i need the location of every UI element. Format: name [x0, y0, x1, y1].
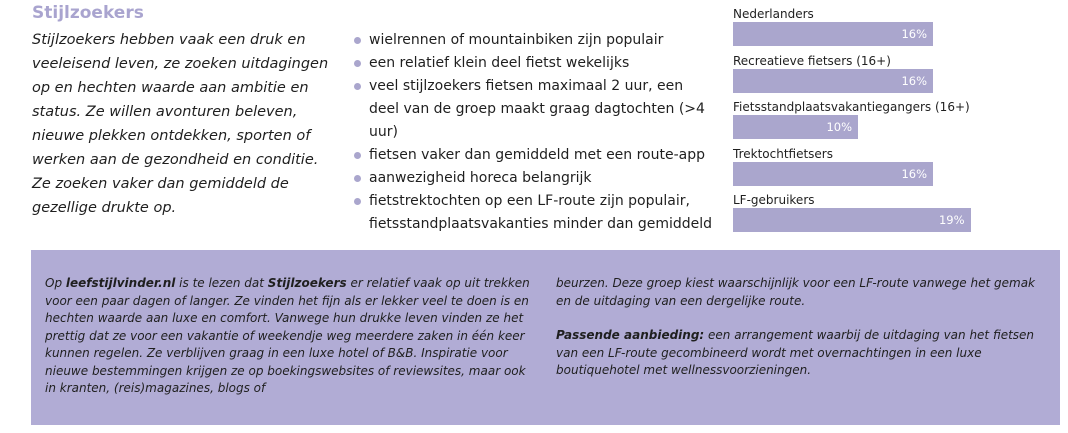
bar: 16%	[733, 22, 933, 46]
bar-chart	[733, 0, 1033, 240]
info-box	[31, 250, 1060, 425]
offer-label: Passende aanbieding:	[556, 328, 705, 342]
bar-category-label: Trektochtfietsers	[733, 146, 833, 161]
section-title: Stijlzoekers	[32, 3, 144, 23]
text-rest: er relatief vaak op uit trekken voor een paar dagen of langer. Ze vinden het fijn als er lekker veel te doen is en hechten waarde aan luxe en comfort. Vanwege hun drukke leven vinden ze het prettig dat ze voor een vakantie of weekendje weg meerdere zaken in één keer kunnen regelen. Ze verblijven graag in een luxe hotel of B&B. Inspiratie voor nieuwe bestemmingen krijgen ze op boekingswebsites of reviewsites, maar ook in kranten, (reis)magazines, blogs of	[45, 276, 530, 395]
bar: 16%	[733, 162, 933, 186]
group-name: Stijlzoekers	[267, 276, 347, 290]
list-item: aanwezigheid horeca belangrijk	[354, 167, 714, 190]
info-paragraph	[45, 275, 535, 398]
list-item: veel stijlzoekers fietsen maximaal 2 uur, een deel van de groep maakt graag dagtochten (>4 uur)	[354, 75, 714, 144]
feature-list	[354, 29, 714, 236]
intro-text: Stijlzoekers hebben vaak een druk en veeleisend leven, ze zoeken uitdagingen op en hechten waarde aan ambitie en status. Ze willen avonturen beleven, nieuwe plekken ontdekken, sporten of werken aan de gezondheid en conditie. Ze zoeken vaker dan gemiddeld de gezellige drukte op.	[32, 32, 329, 216]
list-item: fietstrektochten op een LF-route zijn populair, fietsstandplaatsvakanties minder dan gemiddeld	[354, 190, 714, 236]
info-box-left-column	[45, 275, 535, 398]
bar-category-label: Recreatieve fietsers (16+)	[733, 53, 891, 68]
info-paragraph-continued: beurzen. Deze groep kiest waarschijnlijk voor een LF-route vanwege het gemak en de uitdaging van een dergelijke route.	[556, 276, 1036, 308]
list-item: een relatief klein deel fietst wekelijks	[354, 52, 714, 75]
offer-text: een arrangement waarbij de uitdaging van het fietsen van een LF-route gecombineerd wordt met overnachtingen in een luxe boutiquehotel met wellnessvoorzieningen.	[556, 328, 1035, 377]
list-item: wielrennen of mountainbiken zijn populair	[354, 29, 714, 52]
bar: 10%	[733, 115, 858, 139]
bar-category-label: LF-gebruikers	[733, 193, 815, 207]
bar-category-label: Fietsstandplaatsvakantiegangers (16+)	[733, 100, 970, 114]
info-box-right-column	[556, 275, 1036, 380]
bar: 16%	[733, 69, 933, 93]
bar: 19%	[733, 208, 971, 232]
bar-category-label: Nederlanders	[733, 7, 814, 21]
list-item: fietsen vaker dan gemiddeld met een route-app	[354, 144, 714, 167]
text-prefix: Op	[45, 276, 66, 290]
text-mid: is te lezen dat	[175, 276, 268, 290]
offer-paragraph	[556, 327, 1036, 380]
site-name: leefstijlvinder.nl	[65, 276, 176, 290]
